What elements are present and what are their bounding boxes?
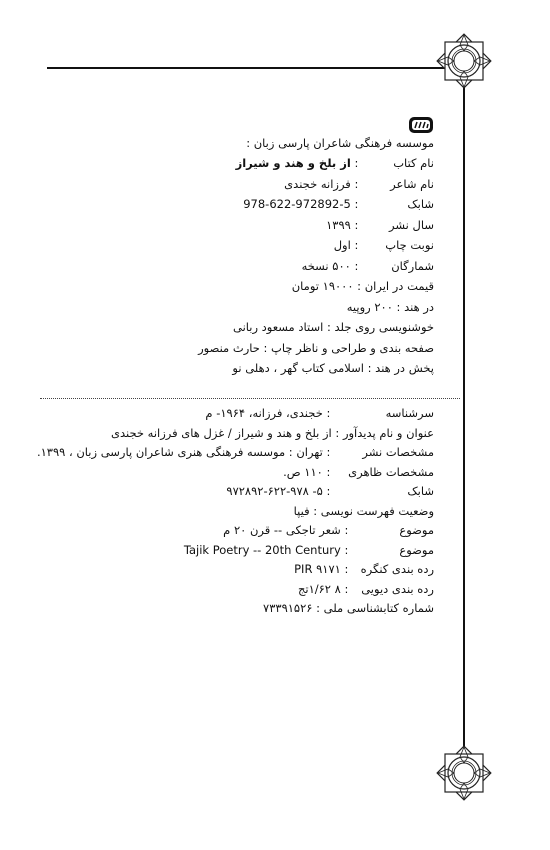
book-info-row (14, 278, 434, 294)
book-info-value: اول (333, 238, 351, 252)
catalog-separator: : (309, 503, 321, 518)
catalog-label: سرشناسه (385, 406, 434, 420)
book-info-separator: : (353, 279, 365, 293)
book-info-separator: : (350, 176, 362, 191)
catalog-row (14, 464, 434, 480)
book-info-row (14, 155, 434, 171)
catalog-separator: : (312, 601, 324, 615)
book-info-row (14, 196, 434, 212)
catalog-value: ۵- ۹۷۲۸۹۲-۶۲۲-۹۷۸ (226, 484, 323, 498)
book-info-label: سال نشر (389, 217, 434, 232)
catalog-value: PIR ۹۱۷۱ (294, 562, 341, 576)
book-info-separator: : (350, 258, 362, 273)
book-info-separator: : (350, 238, 362, 252)
book-info-value: ۲۰۰ روپیه (346, 299, 393, 314)
catalog-separator: : (331, 425, 343, 440)
book-info-separator: : (392, 299, 405, 314)
book-info-row (14, 176, 434, 192)
catalog-value: فیپا (293, 503, 310, 518)
book-info-row (14, 360, 434, 376)
catalog-value: خجندی، فرزانه، ۱۹۶۴- م (205, 406, 323, 420)
book-info-label: صفحه بندی و طراحی و ناظر چاپ (271, 340, 434, 355)
catalog-separator: : (340, 523, 352, 537)
book-info-value: اسلامی کتاب گهر ، دهلی نو (232, 361, 364, 375)
book-info-label: پخش در هند (375, 361, 434, 375)
book-info-row (14, 299, 434, 315)
catalog-label: شماره کتابشناسی ملی (323, 601, 434, 615)
catalog-row (14, 425, 434, 441)
book-info-row (14, 217, 434, 233)
catalog-separator: : (340, 581, 352, 596)
catalog-value: Tajik Poetry -- 20th Century (183, 542, 341, 557)
catalog-value: ۷۳۳۹۱۵۲۶ (263, 601, 313, 615)
catalog-row (14, 522, 434, 538)
catalog-row (14, 405, 434, 421)
catalog-label: مشخصات ظاهری (348, 464, 434, 479)
book-info-separator: : (350, 197, 362, 211)
book-info-value: ۱۳۹۹ (326, 217, 351, 232)
catalog-row (14, 444, 434, 460)
catalog-row (14, 503, 434, 519)
catalog-row (14, 542, 434, 558)
catalog-value: ۸ ۱/۶۲تج (297, 581, 341, 596)
catalog-row (14, 581, 434, 597)
catalog-label: شابک (407, 484, 434, 498)
catalog-separator: : (340, 562, 352, 576)
book-info-row (14, 258, 434, 274)
book-info-label: نوبت چاپ (385, 238, 434, 252)
book-info-label: در هند (404, 299, 434, 314)
ornament-top-icon (433, 30, 495, 92)
catalog-separator: : (340, 542, 352, 557)
catalog-label: موضوع (399, 523, 434, 537)
catalog-separator: : (322, 445, 334, 459)
book-info-row (14, 319, 434, 335)
book-info-value: فرزانه خجندی (284, 176, 351, 191)
publisher-logo-icon (408, 116, 434, 134)
book-info-label: خوشنویسی روی جلد (334, 320, 434, 334)
catalog-row (14, 561, 434, 577)
ornament-bottom-icon (433, 742, 495, 804)
catalog-label: موضوع (399, 542, 434, 557)
catalog-value: شعر تاجکی -- قرن ۲۰ م (223, 523, 341, 537)
catalog-separator: : (322, 406, 334, 420)
book-info-separator: : (350, 156, 362, 170)
book-info-row (14, 340, 434, 356)
book-info-label: شابک (407, 197, 434, 211)
catalog-row (14, 600, 434, 616)
publisher-line: موسسه فرهنگی شاعران پارسی زبان : (246, 136, 434, 150)
catalog-row (14, 483, 434, 499)
catalog-separator: : (322, 464, 334, 479)
book-info-value: استاد مسعود ربانی (232, 320, 324, 334)
book-info-row (14, 237, 434, 253)
side-rule (463, 70, 465, 770)
book-info-separator: : (363, 361, 376, 375)
catalog-label: رده بندی دیویی (361, 581, 434, 596)
top-rule (47, 67, 462, 69)
catalog-value: ۱۱۰ ص. (283, 464, 323, 479)
catalog-value: از بلخ و هند و شیراز / غزل های فرزانه خجندی (110, 425, 332, 440)
book-info-separator: : (323, 320, 335, 334)
catalog-separator: : (322, 484, 334, 498)
catalog-value: تهران : موسسه فرهنگی هنری شاعران پارسی زبان ، ۱۳۹۹. (36, 445, 323, 459)
dotted-divider (40, 398, 460, 399)
book-info-separator: : (259, 340, 272, 355)
catalog-label: عنوان و نام پدیدآور (342, 425, 434, 440)
catalog-label: رده بندی کنگره (360, 562, 434, 576)
book-info-label: شمارگان (391, 258, 434, 273)
book-info-label: نام کتاب (393, 156, 434, 170)
catalog-label: مشخصات نشر (362, 445, 434, 459)
book-info-separator: : (350, 217, 362, 232)
book-info-value: ۱۹۰۰۰ تومان (291, 279, 354, 293)
book-info-label: نام شاعر (390, 176, 434, 191)
catalog-label: وضعیت فهرست نویسی (320, 503, 434, 518)
book-info-value: ۵۰۰ نسخه (301, 258, 351, 273)
book-info-label: قیمت در ایران (364, 279, 434, 293)
book-info-value: حارث منصور (198, 340, 260, 355)
book-info-value: 978-622-972892-5 (243, 197, 351, 211)
book-info-value: از بلخ و هند و شیراز (235, 156, 351, 170)
